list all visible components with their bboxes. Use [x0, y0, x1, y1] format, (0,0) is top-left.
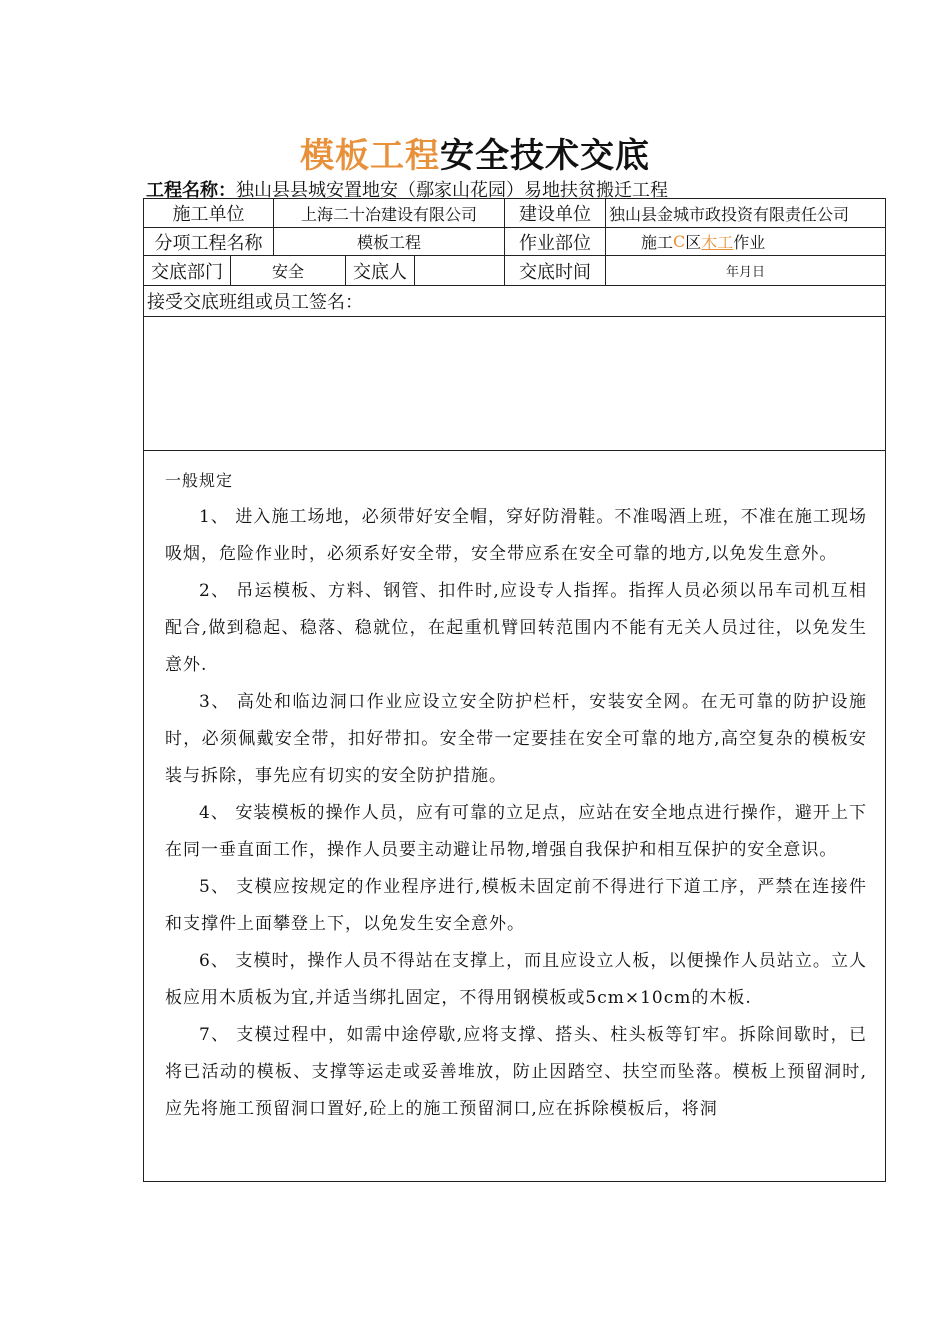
- label-discloser: 交底人: [346, 256, 415, 285]
- label-construction-unit: 施工单位: [144, 199, 274, 227]
- disclosure-content: [144, 452, 885, 1128]
- label-subproject-name: 分项工程名称: [144, 228, 274, 255]
- value-subproject-name: 模板工程: [274, 228, 505, 255]
- table-row-department: [144, 256, 885, 286]
- value-construction-unit: 上海二十冶建设有限公司: [274, 199, 505, 227]
- table-row-signature-label: [144, 286, 885, 317]
- work-location-zone: C: [673, 232, 686, 251]
- title-rest: 安全技术交底: [440, 136, 650, 176]
- rule-item: 3、 高处和临边洞口作业应设立安全防护栏杆，安装安全网。在无可靠的防护设施时，必须佩戴安全带，扣好带扣。安全带一定要挂在安全可靠的地方,高空复杂的模板安装与拆除，事先应有切实的安全防护措施。: [165, 692, 867, 786]
- value-discloser: [415, 256, 505, 285]
- label-owner-unit: 建设单位: [505, 199, 606, 227]
- work-location-trade: 木工: [701, 233, 734, 252]
- value-owner-unit: 独山县金城市政投资有限责任公司: [609, 204, 850, 224]
- title-accent: 模板工程: [300, 136, 440, 176]
- label-disclosure-time: 交底时间: [505, 256, 606, 285]
- rule-item: 6、 支模时，操作人员不得站在支撑上，而且应设立人板，以便操作人员站立。立人板应用木质板为宜,并适当绑扎固定，不得用钢模板或5cm×10cm的木板.: [165, 951, 867, 1008]
- work-location-part-c: 区: [685, 233, 702, 252]
- project-value: 独山县县城安置地安（鄢家山花园）易地扶贫搬迁工程: [236, 180, 668, 201]
- table-row-subproject: [144, 228, 885, 256]
- label-signature: 接受交底班组或员工签名：: [147, 292, 363, 313]
- rule-item: 7、 支模过程中，如需中途停歇,应将支撑、搭头、柱头板等钉牢。拆除间歇时，已将已活动的模板、支撑等运走或妥善堆放，防止因踏空、扶空而坠落。模板上预留洞时,应先将施工预留洞口置好,砼上的施工预留洞口,应在拆除模板后，将洞: [165, 1025, 867, 1119]
- disclosure-table: [143, 198, 886, 1182]
- page-title: [0, 128, 950, 177]
- rule-item: 4、 安装模板的操作人员，应有可靠的立足点，应站在安全地点进行操作，避开上下在同一垂直面工作，操作人员要主动避让吊物,增强自我保护和相互保护的安全意识。: [165, 803, 867, 860]
- rule-item: 1、 进入施工场地，必须带好安全帽，穿好防滑鞋。不准喝酒上班，不准在施工现场吸烟，危险作业时，必须系好安全带，安全带应系在安全可靠的地方,以免发生意外。: [165, 507, 867, 564]
- signature-area: [144, 317, 885, 451]
- label-work-location: 作业部位: [505, 228, 606, 255]
- value-department: 安全: [231, 256, 346, 285]
- value-disclosure-time: 年月日: [725, 265, 765, 280]
- work-location-part-e: 作业: [733, 233, 766, 252]
- project-label: 工程名称：: [146, 180, 236, 201]
- value-work-location: [606, 228, 885, 255]
- label-department: 交底部门: [144, 256, 231, 285]
- table-row-unit: [144, 199, 885, 228]
- rule-item: 2、 吊运模板、方料、钢管、扣件时,应设专人指挥。指挥人员必须以吊车司机互相配合,做到稳起、稳落、稳就位，在起重机臂回转范围内不能有无关人员过往，以免发生意外.: [165, 581, 867, 675]
- section-heading: 一般规定: [165, 471, 234, 490]
- rule-item: 5、 支模应按规定的作业程序进行,模板未固定前不得进行下道工序，严禁在连接件和支撑件上面攀登上下，以免发生安全意外。: [165, 877, 867, 934]
- work-location-part-a: 施工: [641, 233, 674, 252]
